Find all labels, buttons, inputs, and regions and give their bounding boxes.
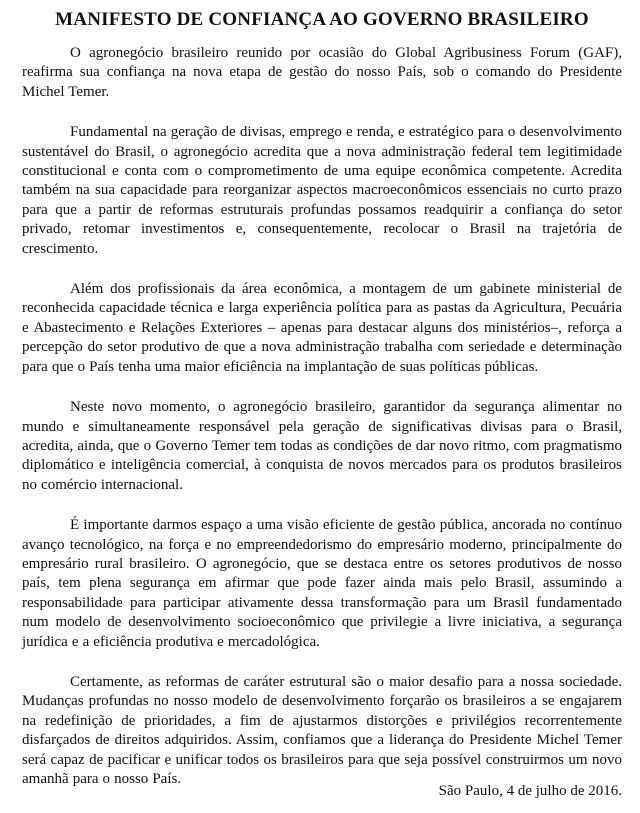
paragraph-1: O agronegócio brasileiro reunido por ocasião do Global Agribusiness Forum (GAF), reafirma sua confiança na nova etapa de gestão do nosso País, sob o comando do Presidente Michel Temer. (22, 45, 622, 100)
place-and-date: São Paulo, 4 de julho de 2016. (438, 783, 622, 799)
paragraph-3: Além dos profissionais da área econômica, a montagem de um gabinete ministerial de reconhecida capacidade técnica e larga experiência política para as pastas da Agricultura, Pecuária e Abastecimento e Relações Exteriores – apenas para destacar alguns dos ministérios–, reforça a percepção do setor produtivo de que a nova administração trabalha com seriedade e determinação para que o País tenha uma maior eficiência na implantação de suas políticas públicas. (22, 281, 622, 375)
document-title: MANIFESTO DE CONFIANÇA AO GOVERNO BRASILEIRO (55, 9, 589, 30)
paragraph-5: É importante darmos espaço a uma visão eficiente de gestão pública, ancorada no contínuo avanço tecnológico, na força e no empreendedorismo do empresário moderno, principalmente do empresário rural brasileiro. O agronegócio, que se destaca entre os setores produtivos de nosso país, tem plena segurança em afirmar que pode fazer ainda mais pelo Brasil, assumindo a responsabilidade para participar ativamente dessa transformação para um Brasil fundamentado num modelo de desenvolvimento socioeconômico que privilegie a livre iniciativa, a segurança jurídica e a eficiência produtiva e mercadológica. (22, 517, 622, 650)
paragraph-6: Certamente, as reformas de caráter estrutural são o maior desafio para a nossa sociedade. Mudanças profundas no nosso modelo de desenvolvimento forçarão os brasileiros a se engajarem na redefinição de prioridades, a fim de ajustarmos distorções e privilégios recorrentemente disfarçados de direitos adquiridos. Assim, confiamos que a liderança do Presidente Michel Temer será capaz de pacificar e unificar todos os brasileiros para que seja possível construirmos um novo amanhã para o nosso País. (22, 673, 622, 787)
paragraph-2: Fundamental na geração de divisas, emprego e renda, e estratégico para o desenvolvimento sustentável do Brasil, o agronegócio acredita que a nova administração federal tem legitimidade constitucional e conta com o comprometimento de uma equipe econômica competente. Acredita também na sua capacidade para reorganizar aspectos macroeconômicos essenciais no curto prazo para que a partir de reformas estruturais profundas possamos readquirir a confiança do setor privado, retomar investimentos e, consequentemente, recolocar o Brasil na trajetória de crescimento. (22, 124, 622, 257)
document-page (22, 8, 622, 810)
paragraph-4: Neste novo momento, o agronegócio brasileiro, garantidor da segurança alimentar no mundo e simultaneamente responsável pela geração de significativas divisas para o Brasil, acredita, ainda, que o Governo Temer tem todas as condições de dar novo ritmo, com pragmatismo diplomático e inteligência comercial, à conquista de novos mercados para os produtos brasileiros no comércio internacional. (22, 399, 622, 493)
